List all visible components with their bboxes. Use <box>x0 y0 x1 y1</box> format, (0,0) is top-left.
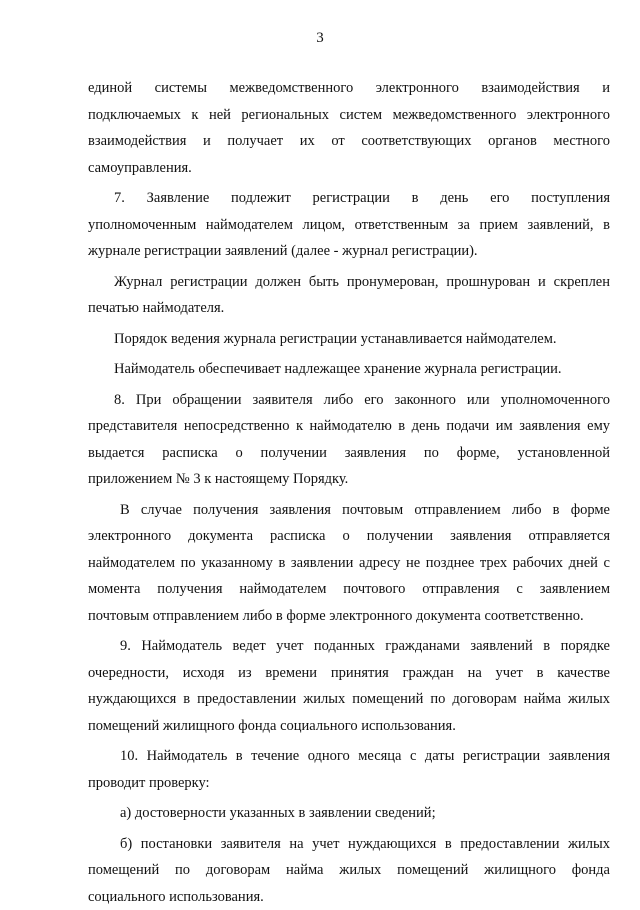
text-line: 9. Наймодатель ведет учет поданных гражданами заявлений в порядке <box>88 633 610 660</box>
text-line: момента получения наймодателем почтового отправления с заявлением <box>88 576 610 603</box>
paragraph-7 <box>88 185 610 265</box>
text-line: единой системы межведомственного электронного взаимодействия и <box>88 75 610 102</box>
text-line: нуждающихся в предоставлении жилых помещений по договорам найма жилых <box>88 686 610 713</box>
paragraph <box>88 75 610 181</box>
text-line: 10. Наймодатель в течение одного месяца с даты регистрации заявления <box>88 743 610 770</box>
text-line: журнале регистрации заявлений (далее - журнал регистрации). <box>88 238 610 265</box>
text-line: помещений по договорам найма жилых помещений жилищного фонда <box>88 857 610 884</box>
paragraph <box>88 269 610 322</box>
text-line: взаимодействия и получает их от соответствующих органов местного <box>88 128 610 155</box>
text-line: наймодателем по указанному в заявлении адресу не позднее трех рабочих дней с <box>88 550 610 577</box>
paragraph-8 <box>88 387 610 493</box>
paragraph-item-a <box>88 800 610 827</box>
text-line: печатью наймодателя. <box>88 295 610 322</box>
text-line: выдается расписка о получении заявления по форме, установленной <box>88 440 610 467</box>
text-line: Журнал регистрации должен быть пронумерован, прошнурован и скреплен <box>88 269 610 296</box>
text-line: самоуправления. <box>88 155 610 182</box>
text-line: приложением № 3 к настоящему Порядку. <box>88 466 610 493</box>
paragraph <box>88 497 610 630</box>
text-line: очередности, исходя из времени принятия граждан на учет в качестве <box>88 660 610 687</box>
text-line: В случае получения заявления почтовым отправлением либо в форме <box>88 497 610 524</box>
text-line: подключаемых к ней региональных систем межведомственного электронного <box>88 102 610 129</box>
text-line: представителя непосредственно к наймодателю в день подачи им заявления ему <box>88 413 610 440</box>
paragraph-9 <box>88 633 610 739</box>
text-line: социального использования. <box>88 884 610 910</box>
text-line: Наймодатель обеспечивает надлежащее хранение журнала регистрации. <box>88 356 610 383</box>
text-line: 8. При обращении заявителя либо его законного или уполномоченного <box>88 387 610 414</box>
text-line: уполномоченным наймодателем лицом, ответственным за прием заявлений, в <box>88 212 610 239</box>
paragraph <box>88 326 610 353</box>
document-body <box>88 75 610 910</box>
text-line: помещений жилищного фонда социального использования. <box>88 713 610 740</box>
page-number: 3 <box>0 30 640 47</box>
paragraph-10 <box>88 743 610 796</box>
text-line: 7. Заявление подлежит регистрации в день его поступления <box>88 185 610 212</box>
text-line: электронного документа расписка о получении заявления отправляется <box>88 523 610 550</box>
text-line: б) постановки заявителя на учет нуждающихся в предоставлении жилых <box>88 831 610 858</box>
text-line: проводит проверку: <box>88 770 610 797</box>
text-line: Порядок ведения журнала регистрации устанавливается наймодателем. <box>88 326 610 353</box>
paragraph <box>88 356 610 383</box>
text-line: почтовым отправлением либо в форме электронного документа соответственно. <box>88 603 610 630</box>
paragraph-item-b <box>88 831 610 910</box>
text-line: а) достоверности указанных в заявлении сведений; <box>88 800 610 827</box>
